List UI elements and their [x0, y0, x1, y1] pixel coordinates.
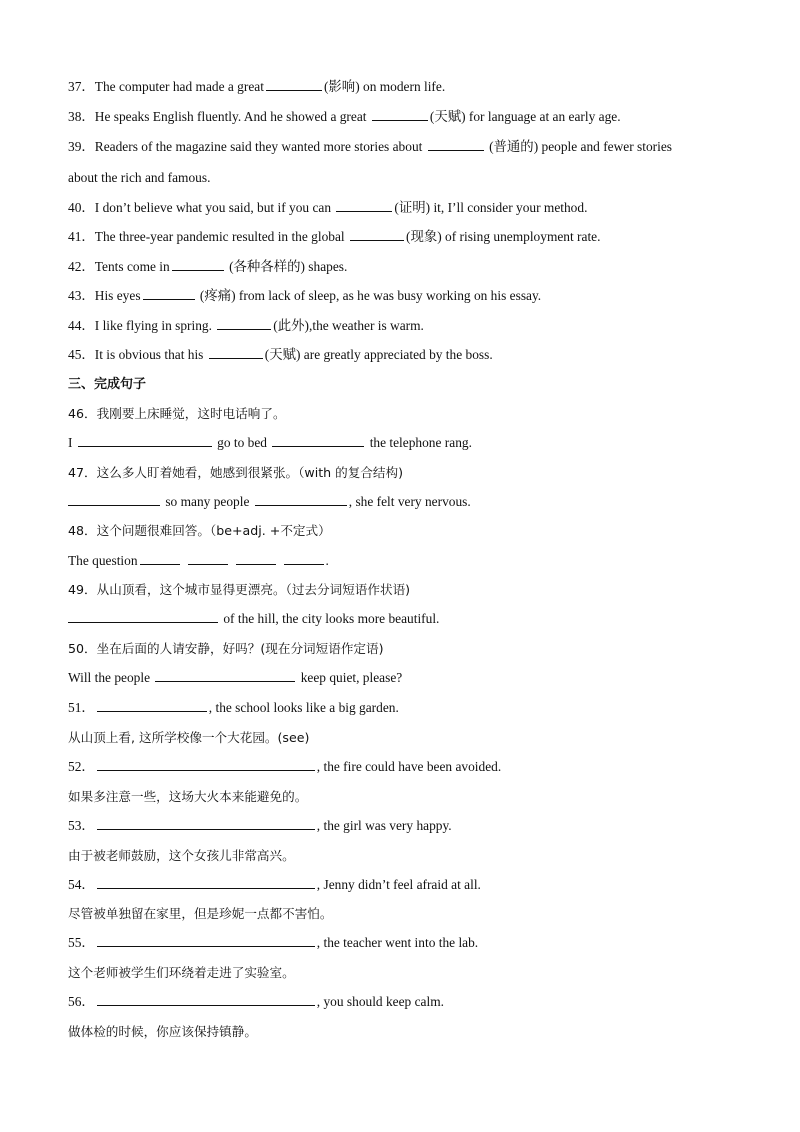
question-52-answer [68, 758, 740, 776]
answer-blank[interactable] [236, 552, 276, 565]
question-number: 52． [68, 759, 95, 774]
answer-blank[interactable] [97, 758, 315, 771]
question-49-prompt [68, 581, 740, 599]
question-number: 39． [68, 139, 95, 154]
question-37 [68, 78, 740, 96]
question-52-chinese: 如果多注意一些，这场大火本来能避免的。 [68, 789, 308, 804]
answer-blank[interactable] [217, 317, 271, 330]
question-number: 46． [68, 406, 97, 421]
sentence-part: , she felt very nervous. [348, 494, 471, 509]
question-number: 41． [68, 229, 95, 244]
question-55-chinese: 这个老师被学生们环绕着走进了实验室。 [68, 965, 295, 980]
question-hint: (现象) of rising unemployment rate. [405, 229, 601, 244]
question-text: The computer had made a great [94, 79, 264, 94]
question-47-answer [68, 493, 740, 511]
answer-blank[interactable] [188, 552, 228, 565]
question-49-answer [68, 610, 740, 628]
question-48-prompt [68, 522, 740, 540]
answer-blank[interactable] [97, 993, 315, 1006]
sentence-part: , you should keep calm. [316, 994, 444, 1009]
question-56-chinese: 做体检的时候，你应该保持镇静。 [68, 1024, 257, 1039]
question-50-prompt [68, 640, 740, 658]
question-text: It is obvious that his [94, 347, 207, 362]
question-40 [68, 199, 740, 217]
question-number: 40． [68, 200, 95, 215]
question-50-answer [68, 669, 740, 687]
answer-blank[interactable] [68, 610, 218, 623]
section-heading: 三、完成句子 [68, 377, 147, 392]
sentence-part: . [325, 553, 329, 568]
question-number: 37． [68, 79, 95, 94]
question-text: Tents come in [94, 259, 170, 274]
question-number: 42． [68, 259, 95, 274]
question-text: His eyes [94, 288, 141, 303]
question-39 [68, 138, 740, 156]
question-hint: (普通的) people and fewer stories [485, 139, 673, 154]
question-48-answer [68, 552, 740, 570]
question-45 [68, 346, 740, 364]
answer-blank[interactable] [266, 78, 322, 91]
question-46-prompt [68, 405, 740, 423]
question-number: 53． [68, 818, 95, 833]
question-number: 51． [68, 700, 95, 715]
sentence-part: I [68, 435, 76, 450]
question-43 [68, 287, 740, 305]
question-number: 44． [68, 318, 95, 333]
answer-blank[interactable] [78, 434, 212, 447]
question-42 [68, 258, 740, 276]
question-chinese: 这个问题很难回答。（be+adj. +不定式） [96, 523, 331, 538]
question-number: 50． [68, 641, 97, 656]
answer-blank[interactable] [155, 669, 295, 682]
question-56-answer [68, 993, 740, 1011]
sentence-part: keep quiet, please? [297, 670, 403, 685]
question-text: I like flying in spring. [94, 318, 216, 333]
sentence-part: , the fire could have been avoided. [316, 759, 502, 774]
answer-blank[interactable] [143, 287, 195, 300]
answer-blank[interactable] [172, 258, 224, 271]
answer-blank[interactable] [97, 699, 207, 712]
sentence-part: , the girl was very happy. [316, 818, 452, 833]
question-chinese: 我刚要上床睡觉，这时电话响了。 [96, 406, 286, 421]
question-number: 49． [68, 582, 97, 597]
question-number: 55． [68, 935, 95, 950]
answer-blank[interactable] [97, 817, 315, 830]
answer-blank[interactable] [97, 934, 315, 947]
question-number: 48． [68, 523, 97, 538]
sentence-part: , the school looks like a big garden. [208, 700, 399, 715]
question-53-chinese: 由于被老师鼓励，这个女孩儿非常高兴。 [68, 848, 295, 863]
question-chinese: 从山顶看，这个城市显得更漂亮。（过去分词短语作状语) [96, 582, 411, 597]
answer-blank[interactable] [336, 199, 392, 212]
answer-blank[interactable] [140, 552, 180, 565]
sentence-part: so many people [162, 494, 253, 509]
question-number: 56． [68, 994, 95, 1009]
question-text: I don’t believe what you said, but if you can [94, 200, 335, 215]
sentence-part: of the hill, the city looks more beautiful. [220, 611, 440, 626]
question-hint: (各种各样的) shapes. [225, 259, 348, 274]
question-44 [68, 317, 740, 335]
answer-blank[interactable] [68, 493, 160, 506]
sentence-part: , Jenny didn’t feel afraid at all. [316, 877, 481, 892]
question-number: 54． [68, 877, 95, 892]
sentence-part: Will the people [68, 670, 154, 685]
question-text: The three-year pandemic resulted in the global [94, 229, 348, 244]
answer-blank[interactable] [97, 876, 315, 889]
question-51-chinese: 从山顶上看, 这所学校像一个大花园。(see) [68, 730, 310, 745]
question-54-answer [68, 876, 740, 894]
sentence-part: go to bed [213, 435, 271, 450]
question-39-continuation: about the rich and famous. [68, 170, 211, 185]
question-hint: (此外),the weather is warm. [273, 318, 424, 333]
question-53-answer [68, 817, 740, 835]
question-55-answer [68, 934, 740, 952]
sentence-part: , the teacher went into the lab. [316, 935, 479, 950]
question-number: 47． [68, 465, 97, 480]
answer-blank[interactable] [372, 108, 428, 121]
question-text: Readers of the magazine said they wanted more stories about [94, 139, 426, 154]
question-hint: (影响) on modern life. [323, 79, 446, 94]
question-number: 38． [68, 109, 95, 124]
answer-blank[interactable] [350, 228, 404, 241]
question-51-answer [68, 699, 740, 717]
question-number: 43． [68, 288, 95, 303]
answer-blank[interactable] [284, 552, 324, 565]
question-38 [68, 108, 740, 126]
question-number: 45． [68, 347, 95, 362]
sentence-part: The question [68, 553, 138, 568]
question-hint: (天赋) for language at an early age. [429, 109, 621, 124]
question-47-prompt [68, 464, 740, 482]
question-chinese: 坐在后面的人请安静，好吗？(现在分词短语作定语) [96, 641, 384, 656]
question-text: He speaks English fluently. And he showed a great [94, 109, 370, 124]
question-41 [68, 228, 740, 246]
answer-blank[interactable] [255, 493, 347, 506]
question-hint: (天赋) are greatly appreciated by the boss. [264, 347, 493, 362]
sentence-part: the telephone rang. [366, 435, 472, 450]
question-hint: (证明) it, I’ll consider your method. [394, 200, 588, 215]
question-hint: (疼痛) from lack of sleep, as he was busy working on his essay. [196, 288, 542, 303]
question-46-answer [68, 434, 740, 452]
answer-blank[interactable] [209, 346, 263, 359]
question-chinese: 这么多人盯着她看，她感到很紧张。（with 的复合结构) [96, 465, 404, 480]
answer-blank[interactable] [272, 434, 364, 447]
question-54-chinese: 尽管被单独留在家里，但是珍妮一点都不害怕。 [68, 906, 333, 921]
answer-blank[interactable] [428, 138, 484, 151]
